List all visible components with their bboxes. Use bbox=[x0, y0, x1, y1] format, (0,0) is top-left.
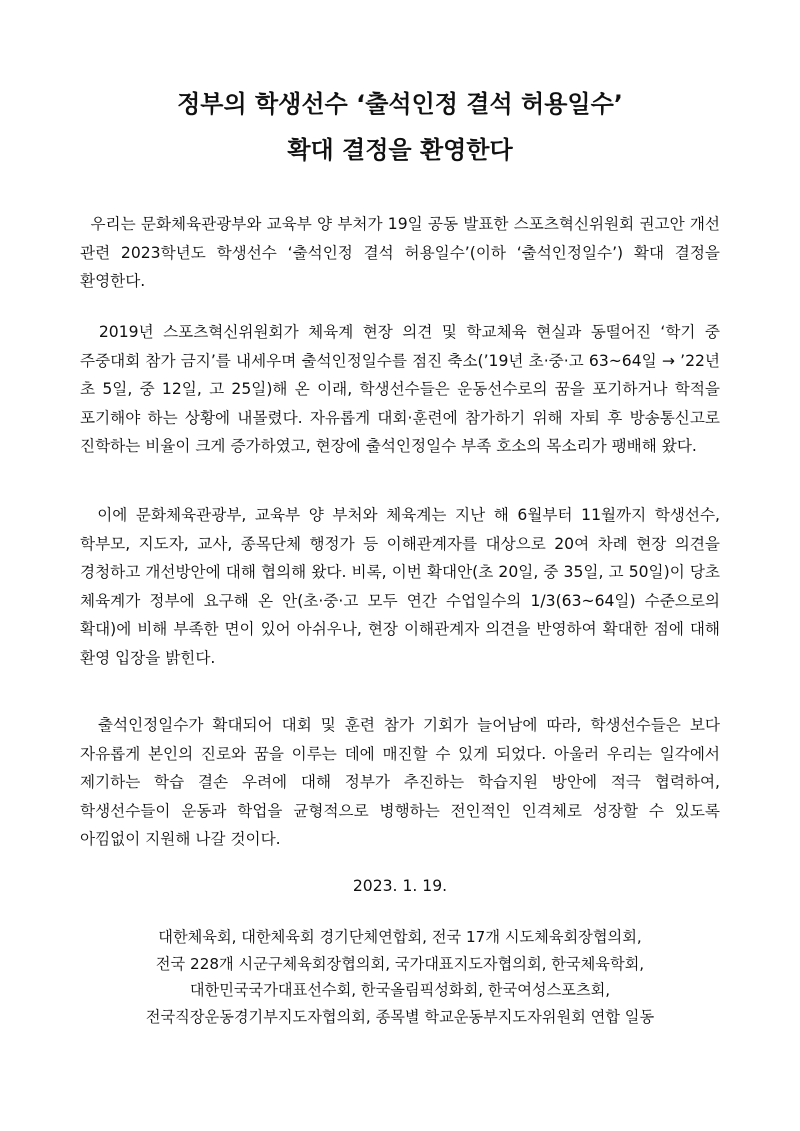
paragraph-4: 출석인정일수가 확대되어 대회 및 훈련 참가 기회가 늘어남에 따라, 학생선수들은 보다 자유롭게 본인의 진로와 꿈을 이루는 데에 매진할 수 있게 되었다. 아울러 우리는 일각에서 제기하는 학습 결손 우려에 대해 정부가 추진하는 학습지원 방안에 적극 협력하여, 학생선수들이 운동과 학업을 균형적으로 병행하는 전인적인 인격체로 성장할 수 있도록 아낌없이 지원해 나갈 것이다. bbox=[80, 716, 725, 848]
title-line-1: 정부의 학생선수 ‘출석인정 결석 허용일수’ bbox=[177, 90, 623, 118]
signatory-line-1: 대한체육회, 대한체육회 경기단체연합회, 전국 17개 시도체육회장협의회, bbox=[158, 928, 642, 946]
title-line-2: 확대 결정을 환영한다 bbox=[287, 136, 513, 164]
statement-date: 2023. 1. 19. bbox=[352, 877, 448, 895]
signatory-line-3: 대한민국국가대표선수회, 한국올림픽성화회, 한국여성스포츠회, bbox=[189, 981, 611, 999]
signatory-line-2: 전국 228개 시군구체육회장협의회, 국가대표지도자협의회, 한국체육학회, bbox=[155, 954, 645, 973]
signatories-block bbox=[60, 924, 740, 1030]
paragraph-1: 우리는 문화체육관광부와 교육부 양 부처가 19일 공동 발표한 스포츠혁신위원회 권고안 개선 관련 2023학년도 학생선수 ‘출석인정 결석 허용일수’(이하 ‘출석인정일수’) 확대 결정을 환영한다. bbox=[80, 215, 725, 290]
signatory-line-4: 전국직장운동경기부지도자협의회, 종목별 학교운동부지도자위원회 연합 일동 bbox=[145, 1007, 655, 1026]
paragraph-2: 2019년 스포츠혁신위원회가 체육계 현장 의견 및 학교체육 현실과 동떨어진 ‘학기 중 주중대회 참가 금지’를 내세우며 출석인정일수를 점진 축소(’19년 초·중·고 63~64일 → ’22년 초 5일, 중 12일, 고 25일)해 온 이래, 학생선수들은 운동선수로의 꿈을 포기하거나 학적을 포기해야 하는 상황에 내몰렸다. 자유롭게 대회·훈련에 참가하기 위해 자퇴 후 방송통신고로 진학하는 비율이 크게 증가하였고, 현장에 출석인정일수 부족 호소의 목소리가 팽배해 왔다. bbox=[80, 323, 725, 455]
paragraph-3: 이에 문화체육관광부, 교육부 양 부처와 체육계는 지난 해 6월부터 11월까지 학생선수, 학부모, 지도자, 교사, 종목단체 행정가 등 이해관계자를 대상으로 20여 차례 현장 의견을 경청하고 개선방안에 대해 협의해 왔다. 비록, 이번 확대안(초 20일, 중 35일, 고 50일)이 당초 체육계가 정부에 요구해 온 안(초·중·고 모두 연간 수업일수의 1/3(63~64일) 수준으로의 확대)에 비해 부족한 면이 있어 아쉬우나, 현장 이해관계자 의견을 반영하여 확대한 점에 대해 환영 입장을 밝힌다. bbox=[80, 506, 725, 667]
